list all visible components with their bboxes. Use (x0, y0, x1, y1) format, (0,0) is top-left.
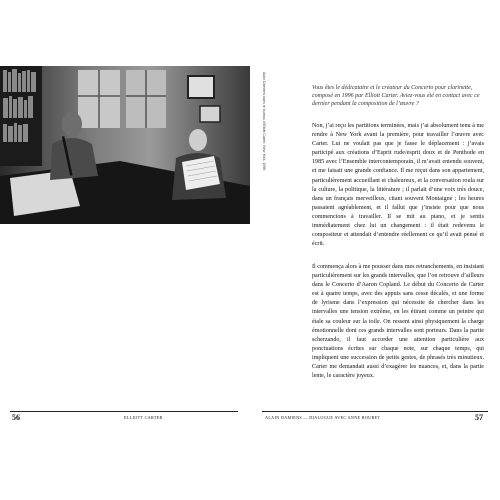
footer-rule (10, 411, 238, 412)
answer-paragraph (312, 122, 484, 249)
page-number: 56 (12, 413, 20, 422)
running-head: ALAIN DAMIENS — DIALOGUE AVEC ANNE ROUBET (265, 415, 381, 420)
footer-rule (262, 411, 488, 412)
photo (0, 66, 250, 224)
interview-question: Vous êtes le dédicataire et le créateur du Concerto pour clarinette, composé en 1996 par Elliott Carter. Aviez-vous été en contact avec ce dernier pendant la composition de l’œuvre ? (312, 85, 480, 107)
running-head: ELLIOTT CARTER (124, 415, 163, 420)
page-number: 57 (475, 413, 483, 422)
paragraph-text: Non, j’ai reçu les partitions terminées, mais j’ai absolument tenu à me rendre à New York avant la première, pour travailler l’œuvre avec Carter. Lui ne voulait pas que je fasse le déplacement : j’avais participé aux créations d’Esprit rude/esprit doux et de Penthode en 1985 avec l’Ensemble intercontemporain, il m’avait entendu souvent, et me faisait une grande confiance. Il me reçut dans son appartement, particulièrement accueillant et chaleureux, et la conversation roula sur la culture, la politique, la littérature ; il parlait d’une voix très douce, dans un français merveilleux, citant souvent Montaigne ; les heures passaient agréablement, et il fallut que j’insiste pour que nous commencions à travailler. Il se mit au piano, et je sentis immédiatement chez lui un changement : il était redevenu le compositeur et attendait d’entendre réellement ce qu’il avait pensé et écrit. (312, 123, 484, 248)
photo-credit: Alain Damiens dans le bureau d'Elliott Carter, New York, 1996 (262, 72, 266, 171)
paragraph-text: Il commença alors à me pousser dans mes retranchements, en insistant particulièrement sur les grands intervalles, que l’on retrouve d’ailleurs dans le Concerto d’Aaron Copland. Le début du Concerto de Carter est à quatre temps, avec des appuis sans cesse décalés, et une forme de lyrisme dans l’expression qui nécessite de chercher dans les intervalles une tension extrême, en les étirant comme un peintre qui étale sa couleur sur la toile. On ressent ainsi physiquement la charge émotionnelle dont ces grands intervalles sont porteurs. Dans la partie scherzando, il faut accorder une attention particulière aux ponctuations écrites sur chaque note, sur chaque temps, qui impliquent une succession de petits gestes, de phrasés très minutieux. Carter me demandait aussi d’exagérer les nuances, et, dans la partie lente, le caractère joyeux. (312, 264, 484, 380)
answer-paragraph (312, 263, 484, 381)
photo-image (0, 66, 250, 224)
right-page (252, 0, 500, 500)
